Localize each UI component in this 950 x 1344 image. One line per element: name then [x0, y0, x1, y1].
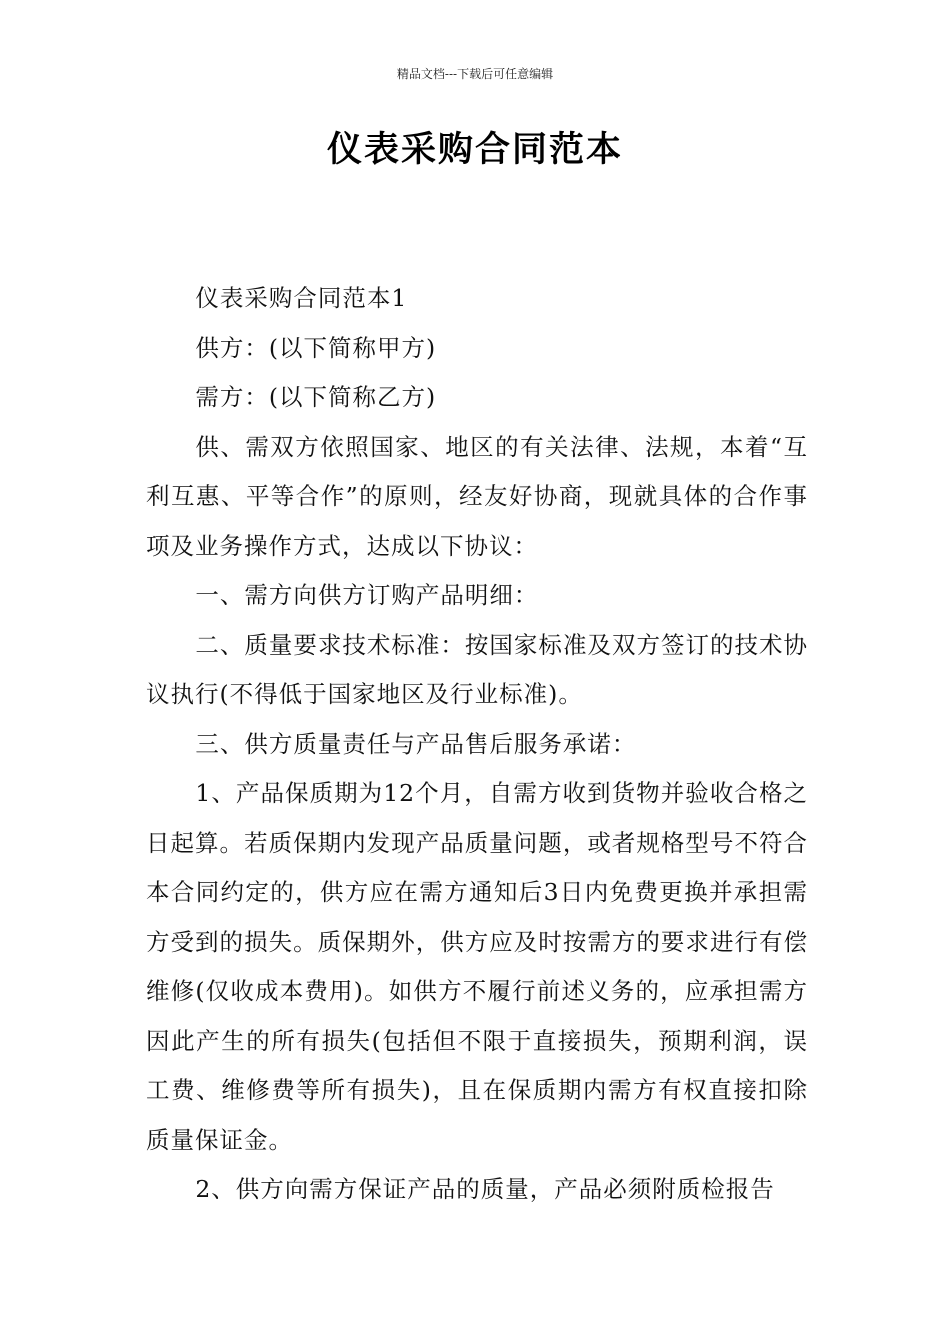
paragraph-item-1: 1、产品保质期为12个月，自需方收到货物并验收合格之日起算。若质保期内发现产品质量问题，或者规格型号不符合本合同约定的，供方应在需方通知后3日内免费更换并承担需方受到的损失。质保期外，供方应及时按需方的要求进行有偿维修(仅收成本费用)。如供方不履行前述义务的，应承担需方因此产生的所有损失(包括但不限于直接损失，预期利润，误工费、维修费等所有损失)，且在保质期内需方有权直接扣除质量保证金。	[146, 779, 808, 1154]
paragraph-heading-1: 仪表采购合同范本1	[195, 284, 408, 312]
paragraph-clause-2: 二、质量要求技术标准：按国家标准及双方签订的技术协议执行(不得低于国家地区及行业标准)。	[146, 630, 808, 708]
document-body	[146, 274, 808, 1215]
paragraph-buyer: 需方：(以下简称乙方)	[195, 383, 437, 411]
document-title: 仪表采购合同范本	[326, 130, 623, 170]
paragraph-preamble: 供、需双方依照国家、地区的有关法律、法规，本着“互利互惠、平等合作”的原则，经友好协商，现就具体的合作事项及业务操作方式，达成以下协议：	[146, 432, 808, 560]
paragraph-clause-3: 三、供方质量责任与产品售后服务承诺：	[195, 729, 637, 758]
paragraph-item-2: 2、供方向需方保证产品的质量，产品必须附质检报告	[195, 1175, 775, 1203]
paragraph-clause-1: 一、需方向供方订购产品明细：	[195, 581, 539, 609]
header-note: 精品文档---下载后可任意编辑	[396, 67, 554, 81]
paragraph-supplier: 供方：(以下简称甲方)	[195, 333, 437, 362]
